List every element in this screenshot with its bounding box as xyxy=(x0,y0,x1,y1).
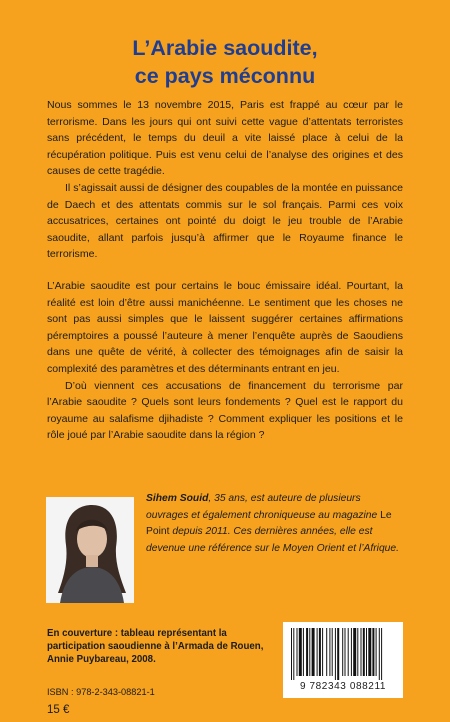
barcode-bar-8 xyxy=(317,628,318,676)
barcode-bar-13 xyxy=(332,628,333,676)
barcode-bar-5 xyxy=(306,628,308,676)
barcode-bar-28 xyxy=(379,628,380,680)
author-bio-part-1: , 35 ans, est auteure de plusieurs ouvrages et également chroniqueuse au magazine xyxy=(146,493,381,521)
barcode-bar-6 xyxy=(309,628,310,676)
author-bio xyxy=(146,491,403,557)
barcode-bar-7 xyxy=(312,628,315,676)
barcode-icon xyxy=(289,628,397,680)
barcode-bar-29 xyxy=(381,628,382,680)
barcode-bar-27 xyxy=(376,628,377,676)
blurb-paragraph-4: D’où viennent ces accusations de financement du terrorisme par l’Arabie saoudite ? Quels sont leurs fondements ? Quel est le rapport du royaume au salafisme djihadiste ? Comment expliquer les positions et le rôle joué par l’Arabie saoudite dans la région ? xyxy=(47,379,403,442)
author-portrait-icon xyxy=(46,497,134,603)
barcode-bar-17 xyxy=(345,628,346,676)
author-name: Sihem Souid xyxy=(146,493,209,504)
price: 15 € xyxy=(47,704,70,716)
book-title-line-1: L’Arabie saoudite, xyxy=(132,36,318,60)
barcode-bar-25 xyxy=(368,628,371,676)
barcode xyxy=(283,622,403,698)
back-cover-blurb xyxy=(47,97,403,444)
barcode-bar-11 xyxy=(326,628,327,676)
barcode-bar-14 xyxy=(335,628,336,680)
barcode-bar-4 xyxy=(303,628,304,676)
author-magazine: Le Point xyxy=(146,509,392,538)
blurb-paragraph-2: Il s’agissait aussi de désigner des coupables de la montée en puissance de Daech et des attentats commis sur le sol français. Parmi ces voix accusatrices, certaines ont pointé du doigt le jeu trouble de l’Arabie saoudite, allant parfois jusqu’à affirmer que le Royaume finance le terrorisme. xyxy=(47,181,403,261)
barcode-bar-18 xyxy=(348,628,349,676)
blurb-paragraph-3: L’Arabie saoudite est pour certains le bouc émissaire idéal. Pourtant, la réalité est loin d’être aussi manichéenne. Le sentiment que les choses ne sont pas aussi simples que le laissent suggérer certaines affirmations péremptoires a poussé l’auteure à mener l’enquête auprès de Saoudiens dans une quête de vérité, à collecter des témoignages afin de saisir la complexité des paramètres et des déterminants entrant en jeu. xyxy=(47,279,403,375)
barcode-number: 9 782343 088211 xyxy=(299,681,387,692)
author-section xyxy=(46,491,402,603)
barcode-bar-0 xyxy=(291,628,292,680)
cover-credit: En couverture : tableau représentant la participation saoudienne à l’Armada de Rouen, Annie Puybareau, 2008. xyxy=(47,628,264,666)
barcode-bar-19 xyxy=(351,628,352,676)
barcode-bar-2 xyxy=(297,628,298,676)
barcode-bar-12 xyxy=(329,628,330,676)
barcode-bar-15 xyxy=(337,628,339,680)
author-bio-part-2: depuis 2011. Ces dernières années, elle est devenue une référence sur le Moyen Orient et l’Afrique. xyxy=(146,526,399,554)
barcode-bar-26 xyxy=(372,628,374,676)
barcode-bar-22 xyxy=(361,628,362,676)
barcode-bar-24 xyxy=(366,628,367,676)
barcode-bar-1 xyxy=(293,628,294,680)
author-photo xyxy=(46,497,134,603)
barcode-bar-20 xyxy=(353,628,356,676)
book-title xyxy=(0,34,450,90)
book-title-line-2: ce pays méconnu xyxy=(134,64,316,88)
isbn: ISBN : 978-2-343-08821-1 xyxy=(47,687,155,697)
barcode-bar-9 xyxy=(319,628,321,676)
barcode-bar-10 xyxy=(322,628,323,676)
blurb-paragraph-1: Nous sommes le 13 novembre 2015, Paris est frappé au cœur par le terrorisme. Dans les jours qui ont suivi cette vague d’attentats terroristes sans précédent, le temps du deuil a vite laissé place à celui de la récupération politique. Puis est venu celui de l’analyse des origines et des causes de cette tragédie. xyxy=(47,99,403,178)
barcode-bar-21 xyxy=(357,628,358,676)
barcode-bar-3 xyxy=(299,628,302,676)
barcode-bar-16 xyxy=(342,628,343,676)
barcode-bar-23 xyxy=(363,628,365,676)
